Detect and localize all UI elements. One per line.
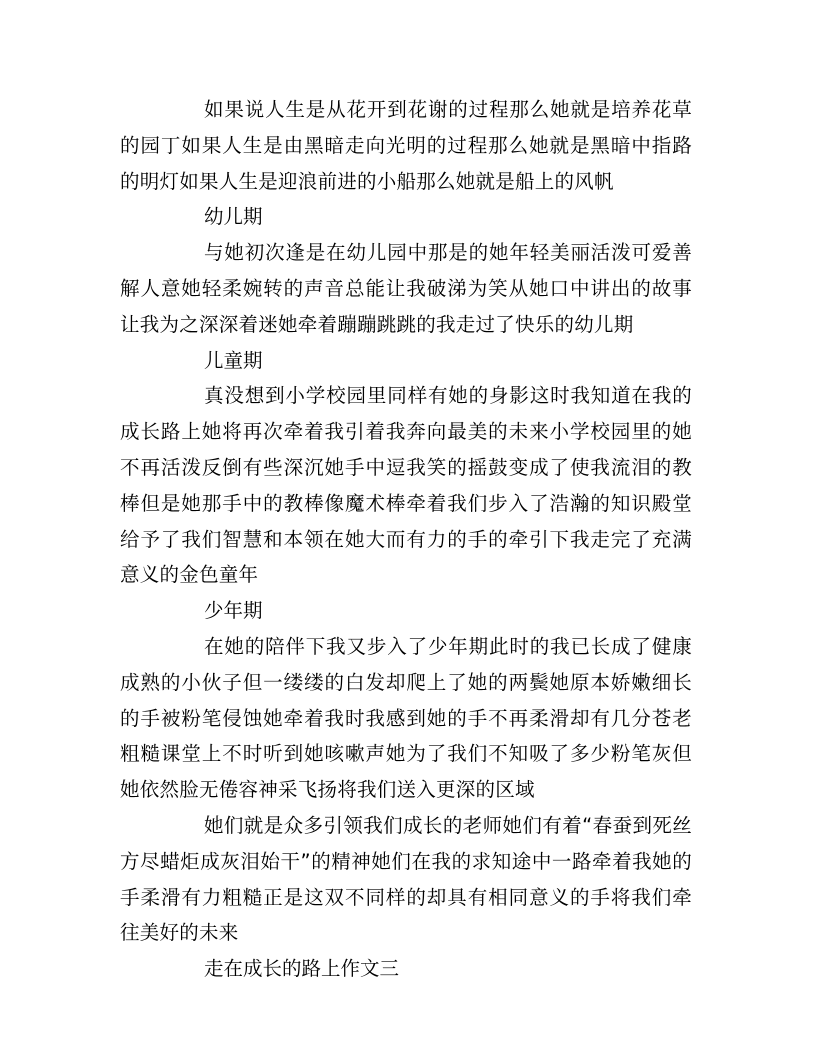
section-heading-youth: 少年期 [204,599,263,623]
intro-paragraph: 如果说人生是从花开到花谢的过程那么她就是培养花草的园丁如果人生是由黑暗走向光明的过程那么她就是黑暗中指路的明灯如果人生是迎浪前进的小船那么她就是船上的风帆 [120,98,692,193]
section-heading-childhood: 儿童期 [204,348,263,372]
childhood-paragraph: 真没想到小学校园里同样有她的身影这时我知道在我的成长路上她将再次牵着我引着我奔向最美的未来小学校园里的她不再活泼反倒有些深沉她手中逗我笑的摇鼓变成了使我流泪的教棒但是她那手中的教棒像魔术棒牵着我们步入了浩瀚的知识殿堂给予了我们智慧和本领在她大而有力的手的牵引下我走完了充满意义的金色童年 [120,384,692,587]
section-heading-kindergarten: 幼儿期 [204,205,263,229]
next-essay-title: 走在成长的路上作文三 [204,957,400,981]
kindergarten-paragraph: 与她初次逢是在幼儿园中那是的她年轻美丽活泼可爱善解人意她轻柔婉转的声音总能让我破涕为笑从她口中讲出的故事让我为之深深着迷她牵着蹦蹦跳跳的我走过了快乐的幼儿期 [120,241,692,336]
conclusion-paragraph: 她们就是众多引领我们成长的老师她们有着“春蚕到死丝方尽蜡炬成灰泪始干”的精神她们在我的求知途中一路牵着我她的手柔滑有力粗糙正是这双不同样的却具有相同意义的手将我们牵往美好的未来 [120,813,692,945]
youth-paragraph: 在她的陪伴下我又步入了少年期此时的我已长成了健康成熟的小伙子但一缕缕的白发却爬上了她的两鬓她原本娇嫩细长的手被粉笔侵蚀她牵着我时我感到她的手不再柔滑却有几分苍老粗糙课堂上不时听到她咳嗽声她为了我们不知吸了多少粉笔灰但她依然脸无倦容神采飞扬将我们送入更深的区域 [120,634,692,802]
document-body [120,92,692,987]
